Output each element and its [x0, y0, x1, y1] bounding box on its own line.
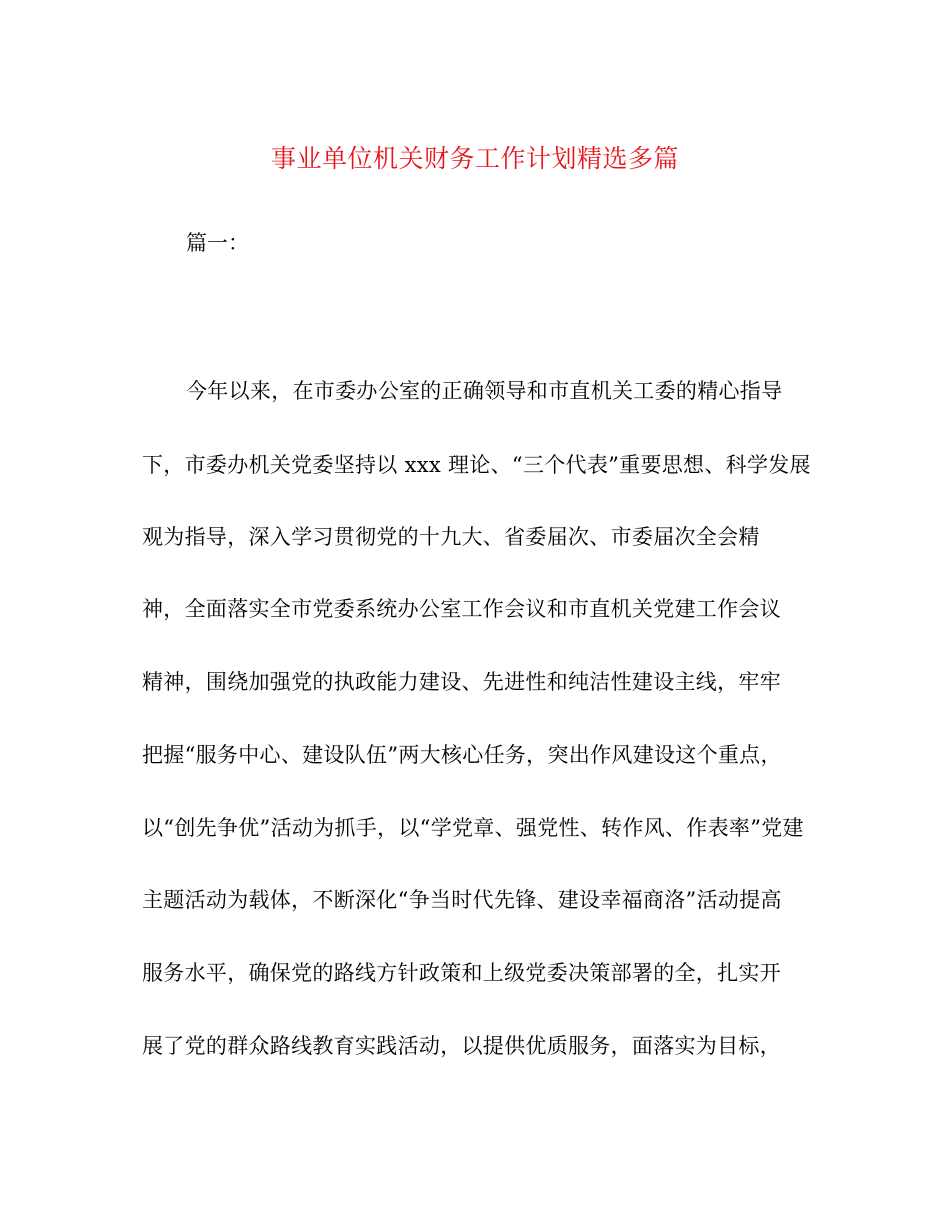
paragraph-line: 主题活动为载体，不断深化“争当时代先锋、建设幸福商洛”活动提高 — [142, 888, 782, 912]
paragraph-line: 精神，围绕加强党的执政能力建设、先进性和纯洁性建设主线，牢牢 — [142, 670, 781, 694]
paragraph-line: 下，市委办机关党委坚持以 xxx 理论、“三个代表”重要思想、科学发展 — [142, 453, 811, 477]
paragraph-line: 观为指导，深入学习贯彻党的十九大、省委届次、市委届次全会精 — [142, 525, 760, 549]
paragraph-line: 神，全面落实全市党委系统办公室工作会议和市直机关党建工作会议 — [142, 597, 781, 621]
paragraph-line: 把握“服务中心、建设队伍”两大核心任务，突出作风建设这个重点， — [142, 743, 782, 767]
paragraph-line: 今年以来，在市委办公室的正确领导和市直机关工委的精心指导 — [186, 379, 783, 403]
paragraph-line: 以“创先争优”活动为抓手，以“学党章、强党性、转作风、作表率”党建 — [142, 816, 804, 840]
paragraph-line: 服务水平，确保党的路线方针政策和上级党委决策部署的全，扎实开 — [142, 961, 781, 985]
section-heading: 篇一： — [186, 231, 249, 255]
paragraph-line: 展了党的群众路线教育实践活动，以提供优质服务，面落实为目标， — [142, 1034, 781, 1058]
document-title: 事业单位机关财务工作计划精选多篇 — [270, 144, 679, 173]
